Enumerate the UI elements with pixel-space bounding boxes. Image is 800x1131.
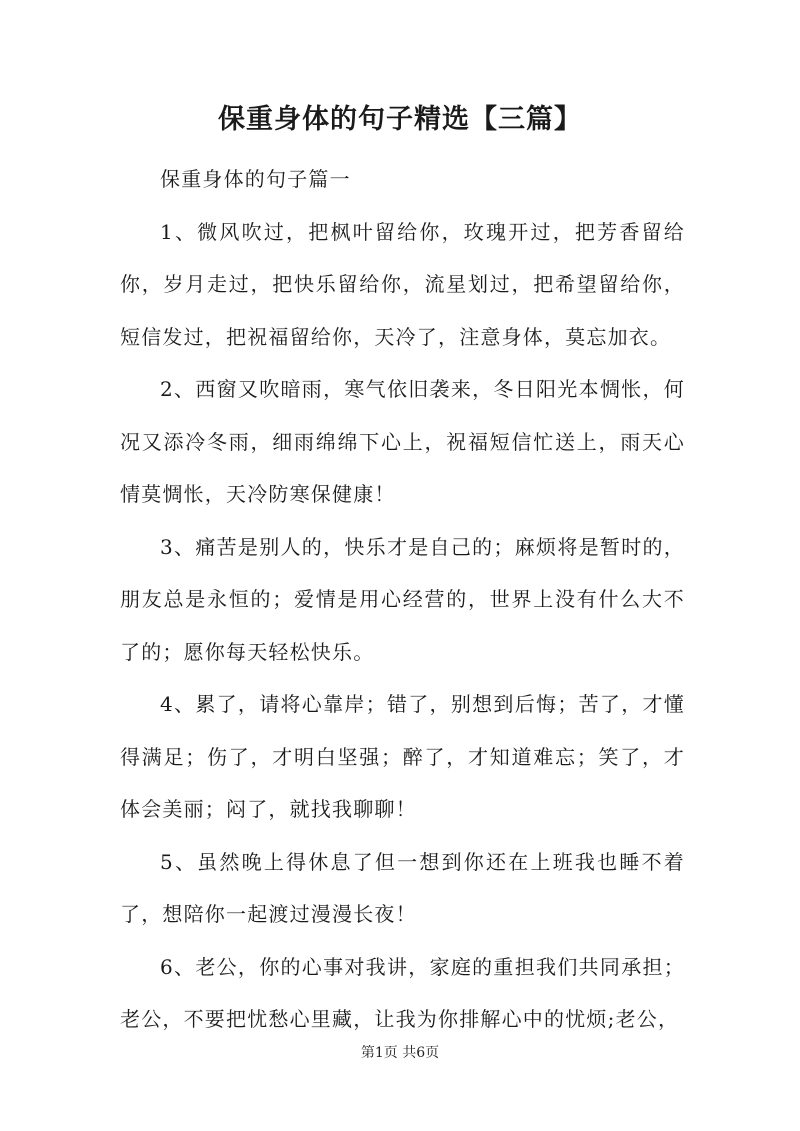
page-number-footer: 第1页 共6页 (360, 1045, 440, 1061)
document-title: 保重身体的句子精选【三篇】 (218, 104, 582, 135)
paragraph-1: 1、微风吹过，把枫叶留给你，玫瑰开过，把芳香留给你，岁月走过，把快乐留给你，流星划过，把希望留给你，短信发过，把祝福留给你，天冷了，注意身体，莫忘加衣。 (120, 219, 685, 349)
paragraph-6: 6、老公，你的心事对我讲，家庭的重担我们共同承担；老公，不要把忧愁心里藏，让我为你排解心中的忧烦;老公， (120, 954, 685, 1031)
paragraph-2: 2、西窗又吹暗雨，寒气依旧袭来，冬日阳光本惆怅，何况又添冷冬雨，细雨绵绵下心上，祝福短信忙送上，雨天心情莫惆怅，天冷防寒保健康！ (120, 377, 685, 506)
paragraph-4: 4、累了，请将心靠岸；错了，别想到后悔；苦了，才懂得满足；伤了，才明白坚强；醉了，才知道难忘；笑了，才体会美丽；闷了，就找我聊聊！ (120, 692, 685, 821)
paragraph-5: 5、虽然晚上得休息了但一想到你还在上班我也睡不着了，想陪你一起渡过漫漫长夜！ (120, 849, 685, 926)
section-heading: 保重身体的句子篇一 (160, 167, 351, 191)
document-body (120, 153, 685, 1046)
paragraph-3: 3、痛苦是别人的，快乐才是自己的；麻烦将是暂时的，朋友总是永恒的；爱情是用心经营的，世界上没有什么大不了的；愿你每天轻松快乐。 (120, 534, 685, 664)
